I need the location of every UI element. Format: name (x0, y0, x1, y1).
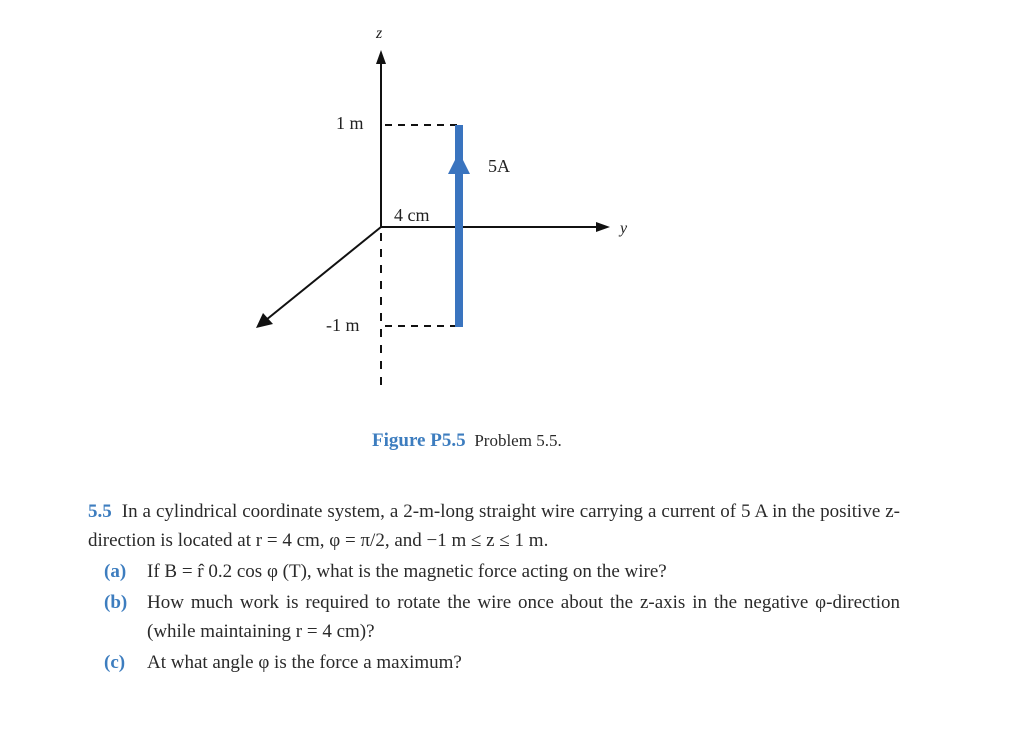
part-c-text: At what angle φ is the force a maximum? (147, 652, 462, 673)
label-bottom-minus1m: -1 m (326, 315, 360, 335)
figure-caption-label: Figure P5.5 (372, 430, 466, 451)
part-b-text: How much work is required to rotate the wire once about the z-axis in the negative φ-direction (while maintaining r = 4 cm)? (147, 592, 900, 642)
current-direction-arrow (448, 152, 470, 174)
figure-caption-title: Problem 5.5. (474, 431, 562, 450)
label-current-5a: 5A (488, 156, 510, 176)
part-a-text: If B = r̂ 0.2 cos φ (T), what is the magnetic force acting on the wire? (147, 561, 667, 582)
y-axis-label: y (620, 220, 628, 237)
part-a-label: (a) (104, 561, 127, 582)
z-axis-label: z (376, 25, 383, 42)
problem-part-b (88, 588, 900, 646)
x-axis (266, 227, 381, 320)
problem-part-a (88, 557, 900, 586)
z-axis-arrowhead (376, 50, 386, 64)
y-axis-arrowhead (596, 222, 610, 232)
part-c-label: (c) (104, 652, 126, 673)
problem-number: 5.5 (88, 501, 112, 522)
label-radius-4cm: 4 cm (394, 205, 430, 225)
figure-caption (372, 430, 562, 452)
problem-statement (88, 497, 900, 677)
problem-statement-line1: In a cylindrical coordinate system, a 2-m-long straight wire carrying a current (121, 501, 716, 522)
label-top-1m: 1 m (336, 113, 364, 133)
problem-intro (88, 497, 900, 555)
part-b-label: (b) (104, 592, 128, 613)
problem-part-c (88, 648, 900, 677)
problem-statement-line2: of 5 A in the positive z-direction is located at r = 4 cm, φ = π/2, and −1 m ≤ z ≤ 1 m. (88, 501, 900, 551)
